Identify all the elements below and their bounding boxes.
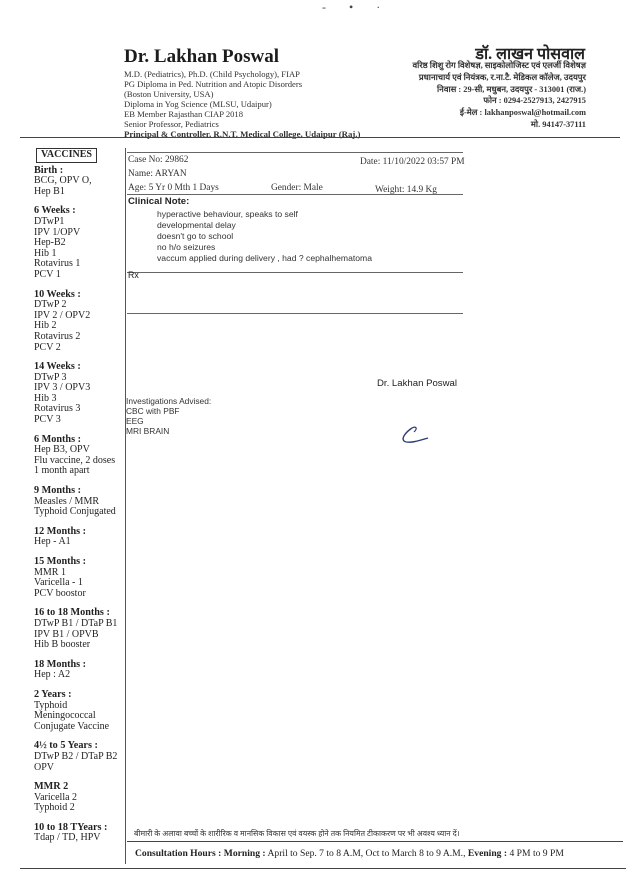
vaccine-group-label: 4½ to 5 Years : [34, 740, 98, 752]
vaccine-group [34, 690, 126, 732]
vaccines-title: VACCINES [36, 148, 97, 163]
handwritten-signature [398, 424, 432, 446]
qualification-line: Diploma in Yog Science (MLSU, Udaipur) [124, 99, 272, 109]
vaccine-item: Hep : A2 [34, 669, 71, 681]
vaccine-group-label: 16 to 18 Months : [34, 607, 110, 619]
vaccine-item: PCV 3 [34, 414, 61, 426]
vaccine-item: Meningococcal [34, 710, 96, 722]
clinical-note-line: no h/o seizures [157, 242, 216, 252]
vaccine-item: Flu vaccine, 2 doses [34, 454, 116, 466]
investigations-block [126, 396, 211, 436]
vaccine-group [34, 486, 126, 518]
vaccine-item: Rotavirus 1 [34, 258, 81, 270]
footer-divider [127, 841, 623, 842]
hindi-line: ई-मेल : lakhanposwal@hotmail.com [459, 108, 586, 118]
patient-age: Age: 5 Yr 0 Mth 1 Days [128, 183, 219, 193]
vaccine-item: Typhoid 2 [34, 802, 75, 814]
signature-name: Dr. Lakhan Poswal [377, 378, 457, 389]
investigations-title: Investigations Advised: [126, 396, 212, 406]
vaccine-item: IPV 1/OPV [34, 226, 81, 238]
vaccine-group-label: 2 Years : [34, 688, 72, 700]
page-bottom-rule [20, 868, 626, 869]
position-line: Principal & Controller, R.N.T. Medical College, Udaipur (Raj.) [124, 129, 361, 139]
qualification-line: (Boston University, USA) [124, 89, 214, 99]
vaccine-group [34, 435, 126, 477]
vaccine-item: DTwP 2 [34, 299, 67, 311]
vaccine-item: DTwP1 [34, 215, 65, 227]
clinical-note-line: developmental delay [157, 220, 236, 230]
vaccine-item: IPV 3 / OPV3 [34, 382, 91, 394]
clinical-note-line: vaccum applied during delivery , had ? cephalhematoma [157, 253, 372, 263]
investigation-item: EEG [126, 416, 144, 426]
vaccine-group [34, 741, 126, 773]
vaccine-item: Varicella 2 [34, 791, 78, 803]
vaccine-group-label: 15 Months : [34, 556, 87, 567]
qualification-line: PG Diploma in Ped. Nutrition and Atopic Disorders [124, 79, 303, 89]
vaccine-group-label: 14 Weeks : [34, 361, 81, 373]
visit-date: Date: 11/10/2022 03:57 PM [360, 157, 465, 167]
vaccine-group [34, 608, 126, 650]
vaccine-item: IPV B1 / OPVB [34, 628, 99, 640]
hindi-line: निवास : 29-सी, मधुबन, उदयपुर - 313001 (राज.) [437, 84, 586, 94]
vaccine-item: Hib 3 [34, 392, 57, 404]
hindi-contact-block [413, 60, 587, 131]
vaccine-item: Typhoid [34, 699, 68, 711]
rx-label: Rx [128, 270, 139, 280]
vaccine-group [34, 290, 126, 354]
evening-hours: 4 PM to 9 PM [509, 848, 564, 859]
vaccine-item: PCV 2 [34, 341, 61, 353]
vaccine-item: Hib 1 [34, 247, 57, 259]
footer-hindi-note: बीमारी के अलावा बच्चों के शारीरिक व मानसिक विकास एवं वयस्क होने तक नियमित टीकाकरण पर भी अवश्य ध्यान दें। [134, 829, 460, 838]
hindi-line: फोन : 0294-2527913, 2427915 [483, 96, 586, 106]
vaccine-group [34, 206, 126, 280]
clinical-note-line: doesn't go to school [157, 231, 234, 241]
vaccine-item: MMR 1 [34, 566, 66, 578]
vaccine-item: 1 month apart [34, 465, 90, 477]
vaccine-item: Typhoid Conjugated [34, 506, 116, 518]
info-rule [127, 194, 463, 195]
clinical-note-line: hyperactive behaviour, speaks to self [157, 209, 298, 219]
clinical-notes [157, 209, 372, 264]
vaccine-item: Rotavirus 2 [34, 330, 81, 342]
notes-rule [127, 272, 463, 273]
vaccine-item: Hib 2 [34, 320, 57, 332]
morning-hours: April to Sep. 7 to 8 A.M, Oct to March 8 to 9 A.M., [267, 848, 466, 859]
vaccine-group [34, 362, 126, 426]
case-rule [127, 152, 463, 153]
vaccine-group-label: 6 Months : [34, 433, 81, 445]
clinical-note-title: Clinical Note: [128, 196, 190, 207]
vaccine-item: BCG, OPV O, [34, 175, 92, 187]
vaccine-item: Tdap / TD, HPV [34, 832, 101, 844]
vaccine-group [34, 823, 126, 844]
qualifications-block [124, 69, 360, 139]
consult-label: Consultation Hours : [135, 848, 222, 859]
vaccine-schedule [34, 148, 126, 844]
vaccine-group-label: 18 Months : [34, 658, 87, 670]
vaccine-item: PCV 1 [34, 268, 61, 280]
patient-weight: Weight: 14.9 Kg [375, 185, 437, 195]
qualification-line: Senior Professor, Pediatrics [124, 119, 219, 129]
investigation-item: MRI BRAIN [126, 426, 170, 436]
doctor-name: Dr. Lakhan Poswal [124, 46, 280, 67]
consultation-hours [135, 848, 564, 859]
vaccine-group-label: 10 to 18 TYears : [34, 821, 108, 833]
vaccine-item: Hep - A1 [34, 536, 71, 548]
evening-label: Evening : [467, 848, 508, 859]
vaccine-group [34, 782, 126, 814]
column-divider [125, 148, 126, 864]
hindi-line: मो. 94147-37111 [530, 119, 586, 129]
hindi-line: प्रधानाचार्य एवं नियंत्रक, र.ना.टै. मेडिकल कॉलेज, उदयपुर [418, 72, 586, 82]
vaccine-item: Measles / MMR [34, 495, 99, 507]
vaccine-item: Hep-B2 [34, 237, 66, 249]
vaccine-item: Conjugate Vaccine [34, 720, 110, 732]
case-number: Case No: 29862 [128, 155, 189, 165]
vaccine-group-label: MMR 2 [34, 781, 69, 793]
vaccine-group-label: 10 Weeks : [34, 288, 81, 300]
vaccine-group [34, 166, 126, 198]
vaccine-item: Hep B3, OPV [34, 444, 90, 456]
header-divider [20, 137, 620, 138]
vaccine-item: OPV [34, 761, 55, 773]
vaccine-item: Hep B1 [34, 185, 65, 197]
vaccine-item: Rotavirus 3 [34, 403, 81, 415]
rx-rule [127, 313, 463, 314]
top-scan-marks: - • · [322, 0, 391, 14]
qualification-line: M.D. (Pediatrics), Ph.D. (Child Psychology), FIAP [124, 69, 300, 79]
vaccine-item: Hib B booster [34, 639, 91, 651]
vaccine-item: DTwP B2 / DTaP B2 [34, 750, 118, 762]
qualification-line: EB Member Rajasthan CIAP 2018 [124, 109, 244, 119]
vaccine-group-label: Birth : [34, 164, 64, 176]
vaccine-group [34, 557, 126, 599]
vaccine-item: Varicella - 1 [34, 577, 83, 589]
patient-name: Name: ARYAN [128, 169, 187, 179]
patient-gender: Gender: Male [271, 183, 323, 193]
vaccine-group-label: 6 Weeks : [34, 205, 76, 217]
vaccine-item: DTwP B1 / DTaP B1 [34, 617, 118, 629]
morning-label: Morning : [223, 848, 266, 859]
vaccine-item: IPV 2 / OPV2 [34, 309, 91, 321]
vaccine-group-label: 9 Months : [34, 485, 81, 497]
vaccine-item: PCV boostor [34, 587, 86, 599]
vaccine-group [34, 660, 126, 681]
vaccine-item: DTwP 3 [34, 371, 67, 383]
vaccine-list [34, 166, 126, 844]
hindi-line: वरिष्ठ शिशु रोग विशेषज्ञ, साइकोलोजिस्ट एवं एलर्जी विशेषज्ञ [412, 61, 586, 70]
vaccine-group-label: 12 Months : [34, 525, 87, 537]
vaccine-group [34, 527, 126, 548]
doctor-name-hindi: डॉ. लाखन पोसवाल [475, 46, 585, 63]
investigation-item: CBC with PBF [126, 406, 180, 416]
